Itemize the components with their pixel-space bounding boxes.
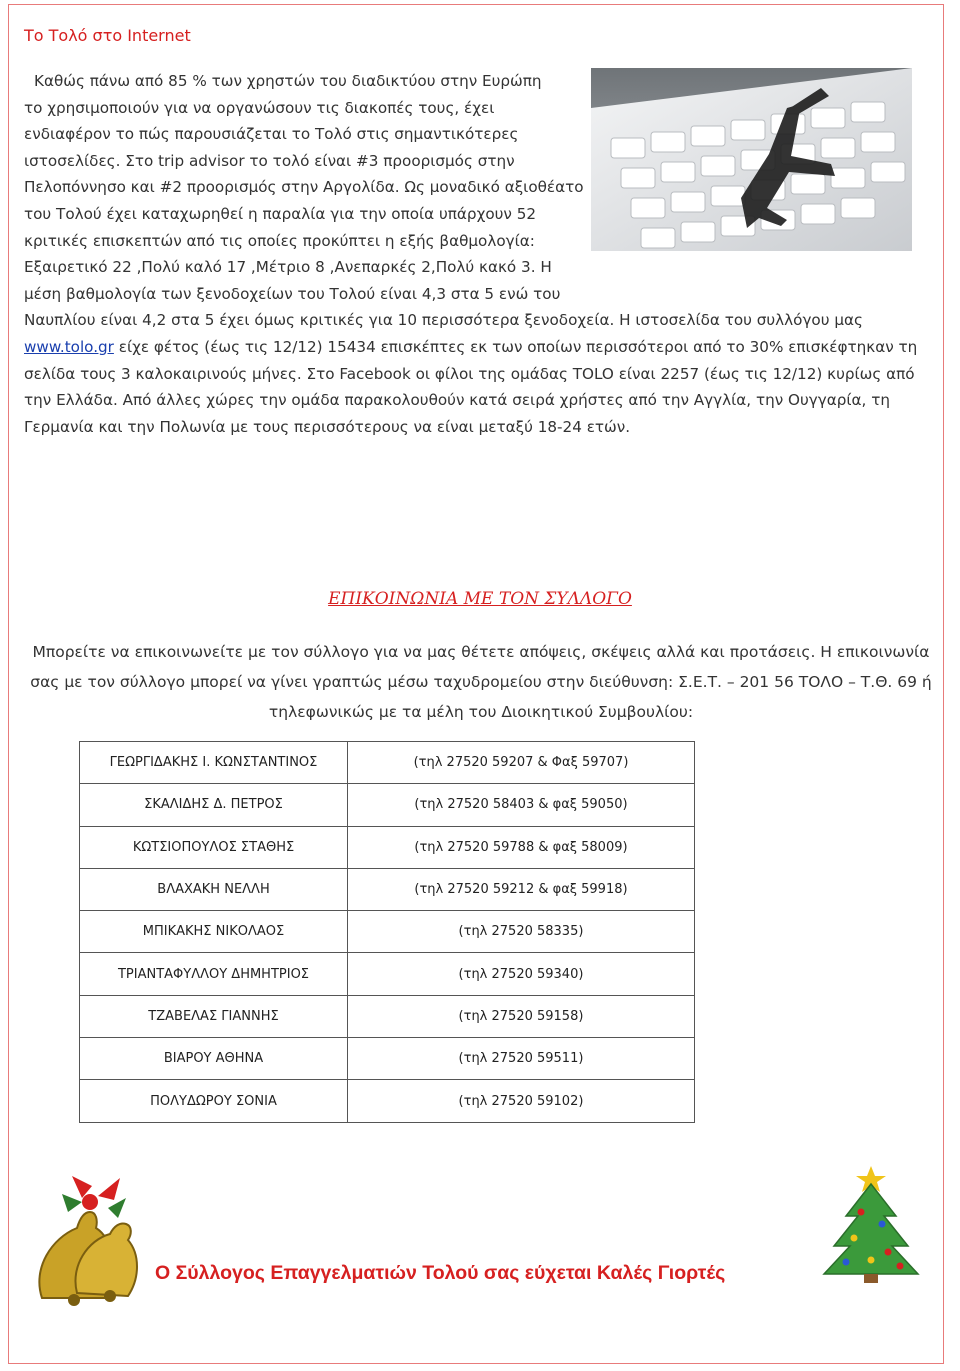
member-phone: (τηλ 27520 59511) <box>348 1038 695 1080</box>
member-phone: (τηλ 27520 59340) <box>348 953 695 995</box>
member-phone: (τηλ 27520 58335) <box>348 911 695 953</box>
christmas-tree-icon <box>816 1164 926 1284</box>
member-name: ΜΠΙΚΑΚΗΣ ΝΙΚΟΛΑΟΣ <box>80 911 348 953</box>
board-members-table <box>79 741 695 1123</box>
intro-line-3: ενδιαφέρον το πώς παρουσιάζεται το Τολό στις σημαντικότερες <box>24 125 519 144</box>
member-name: ΠΟΛΥΔΩΡΟΥ ΣΟΝΙΑ <box>80 1080 348 1122</box>
member-phone: (τηλ 27520 59102) <box>348 1080 695 1122</box>
contact-text: Μπορείτε να επικοινωνείτε με τον σύλλογο για να μας θέτετε απόψεις, σκέψεις αλλά και προτάσεις. Η επικοινωνία σας με τον σύλλογο μπορεί να γίνει γραπτώς μέσω ταχυδρομείου στην διεύθυνση: Σ.Ε.Τ. – 201 56 ΤΟΛΟ – Τ.Θ. 69 ή τηλεφωνικώς με τα μέλη του Διοικητικού Συμβουλίου: <box>30 643 932 721</box>
holiday-wish: Ο Σύλλογος Επαγγελματιών Τολού σας εύχεται Καλές Γιορτές <box>155 1262 726 1284</box>
intro-paragraph <box>24 68 924 440</box>
intro-line-1: Καθώς πάνω από 85 % των χρηστών του διαδικτύου στην Ευρώπη <box>34 72 542 90</box>
intro-body: Ως μοναδικό αξιοθέατο του Τολού έχει καταχωρηθεί η παραλία για την οποία υπάρχουν 52 κριτικές επισκεπτών από τις οποίες προκύπτει η εξής βαθμολογία: Εξαιρετικό 22 ,Πολύ καλό 17 ,Μέτριο 8 ,Ανεπαρκές 2,Πολύ κακό 3. Η μέση βαθμολογία των ξενοδοχείων του Τολού είναι 4,3 στα 5 ενώ του Ναυπλίου είναι 4,2 στα 5 έχει όμως κριτικές για 10 περισσότερα ξενοδοχεία. Η ιστοσελίδα του συλλόγου μας <box>24 178 863 330</box>
table-row <box>80 784 695 826</box>
table-row <box>80 995 695 1037</box>
member-name: ΣΚΑΛΙΔΗΣ Δ. ΠΕΤΡΟΣ <box>80 784 348 826</box>
contact-heading: ΕΠΙΚΟΙΝΩΝΙΑ ΜΕ ΤΟΝ ΣΥΛΛΟΓΟ <box>328 589 632 609</box>
table-row <box>80 868 695 910</box>
member-phone: (τηλ 27520 59212 & φαξ 59918) <box>348 868 695 910</box>
member-phone: (τηλ 27520 59207 & Φαξ 59707) <box>348 742 695 784</box>
intro-line-2: το χρησιμοποιούν για να οργανώσουν τις διακοπές τους, έχει <box>24 98 495 117</box>
member-name: ΚΩΤΣΙΟΠΟΥΛΟΣ ΣΤΑΘΗΣ <box>80 826 348 868</box>
intro-line-5: Πελοπόννησο και #2 προορισμός στην Αργολίδα. <box>24 178 400 197</box>
intro-line-4: ιστοσελίδες. Στο trip advisor το τολό είναι #3 προορισμός στην <box>24 151 515 170</box>
member-phone: (τηλ 27520 59158) <box>348 995 695 1037</box>
website-link[interactable]: www.tolo.gr <box>24 337 114 356</box>
table-row <box>80 1038 695 1080</box>
member-phone: (τηλ 27520 58403 & φαξ 59050) <box>348 784 695 826</box>
intro-body-after-link: είχε φέτος (έως τις 12/12) 15434 επισκέπτες εκ των οποίων περισσότεροι από το 30% επισκέφτηκαν τη σελίδα τους 3 καλοκαιρινούς μήνες. Στο Facebook οι φίλοι της ομάδας TOLO είναι 2257 (έως τις 12/12) κυρίως από την Ελλάδα. Από άλλες χώρες την ομάδα παρακολουθούν κατά σειρά χρήστες από την Αγγλία, την Ουγγαρία, τη Γερμανία και την Πολωνία με τους περισσότερους να είναι μεταξύ 18-24 ετών. <box>24 337 918 436</box>
member-name: ΤΡΙΑΝΤΑΦΥΛΛΟΥ ΔΗΜΗΤΡΙΟΣ <box>80 953 348 995</box>
table-row <box>80 742 695 784</box>
table-row <box>80 826 695 868</box>
page-title: Το Τολό στο Internet <box>24 26 191 45</box>
member-name: ΓΕΩΡΓΙΔΑΚΗΣ Ι. ΚΩΝΣΤΑΝΤΙΝΟΣ <box>80 742 348 784</box>
member-name: ΤΖΑΒΕΛΑΣ ΓΙΑΝΝΗΣ <box>80 995 348 1037</box>
christmas-bells-icon <box>22 1168 142 1308</box>
table-row <box>80 953 695 995</box>
member-name: ΒΙΑΡΟΥ ΑΘΗΝΑ <box>80 1038 348 1080</box>
table-row <box>80 1080 695 1122</box>
table-row <box>80 911 695 953</box>
member-name: ΒΛΑΧΑΚΗ ΝΕΛΛΗ <box>80 868 348 910</box>
member-phone: (τηλ 27520 59788 & φαξ 58009) <box>348 826 695 868</box>
